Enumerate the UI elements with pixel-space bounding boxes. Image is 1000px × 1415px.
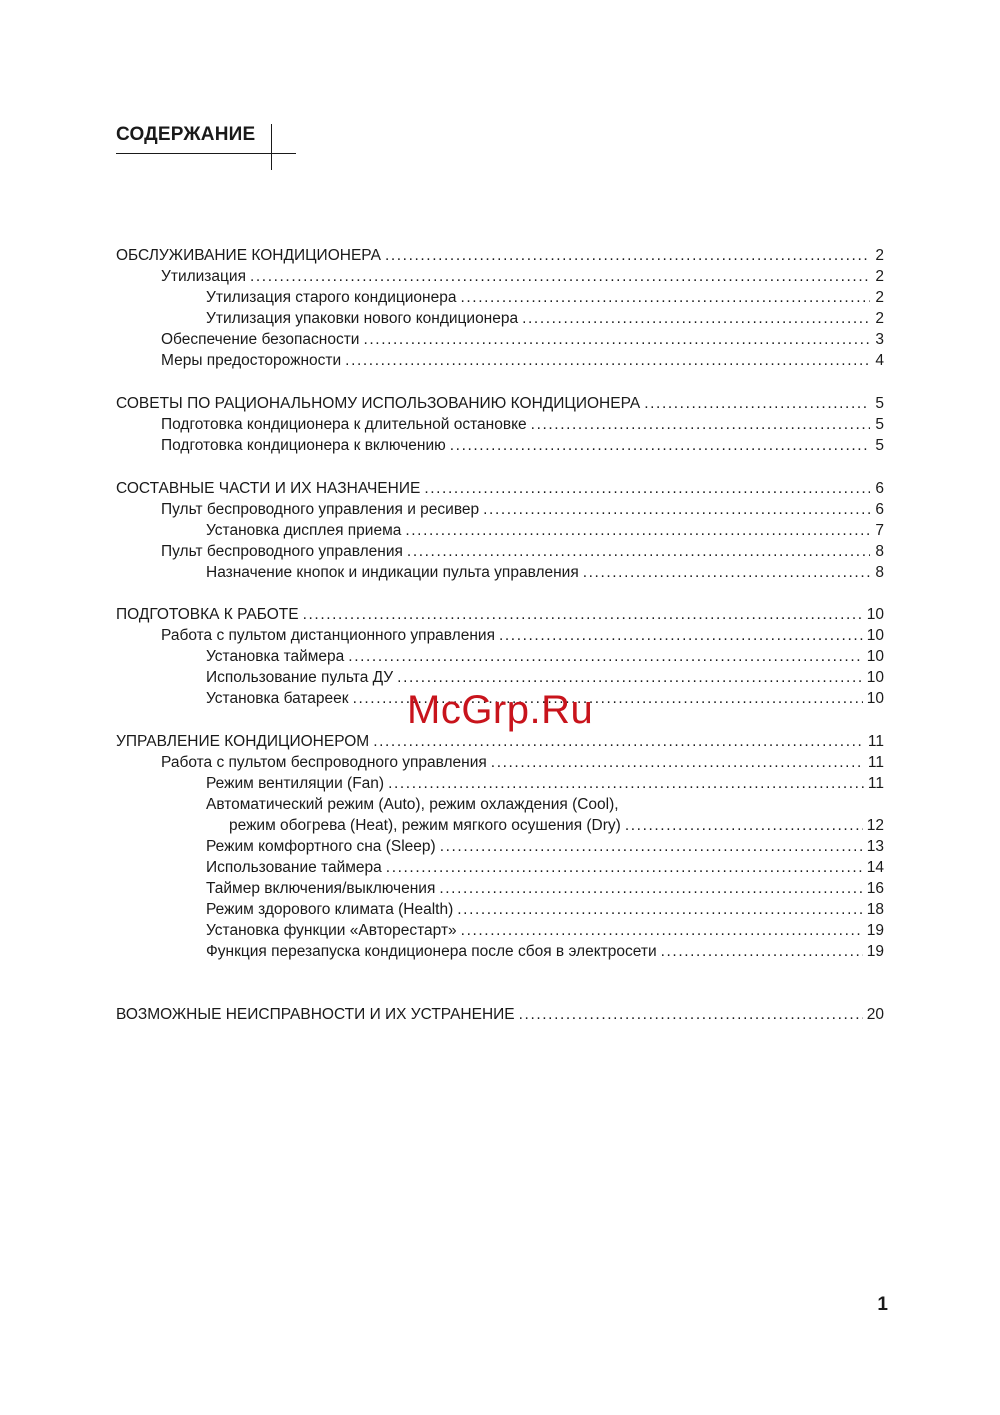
toc-entry[interactable] — [116, 1005, 884, 1025]
toc-entry-title: Таймер включения/выключения — [206, 880, 436, 897]
toc-entry-title: Утилизация — [161, 268, 246, 285]
toc-entry-page: 14 — [866, 859, 884, 876]
toc-entry[interactable] — [206, 288, 884, 308]
toc-entry-page: 10 — [866, 648, 884, 665]
toc-entry-page: 10 — [866, 606, 884, 623]
toc-entry[interactable] — [116, 732, 884, 752]
toc-entry-title: Работа с пультом беспроводного управления — [161, 754, 487, 771]
toc-entry-title: Установка таймера — [206, 648, 345, 665]
toc-entry-page: 7 — [875, 522, 884, 539]
toc-entry[interactable] — [206, 795, 884, 815]
toc-entry[interactable] — [206, 647, 884, 667]
toc-dot-leader — [644, 394, 870, 414]
toc-dot-leader — [345, 351, 870, 371]
toc-entry-page: 10 — [866, 690, 884, 707]
toc-entry[interactable] — [161, 626, 884, 646]
toc-entry[interactable] — [161, 351, 884, 371]
toc-entry-page: 12 — [866, 817, 884, 834]
toc-entry[interactable] — [206, 921, 884, 941]
toc-dot-leader — [348, 647, 862, 667]
toc-entry[interactable] — [161, 415, 884, 435]
toc-entry-title: Использование таймера — [206, 859, 382, 876]
heading-horizontal-rule — [116, 153, 296, 154]
toc-dot-leader — [405, 521, 870, 541]
page-title: СОДЕРЖАНИЕ — [116, 124, 256, 145]
toc-dot-leader — [499, 626, 863, 646]
toc-entry[interactable] — [161, 267, 884, 287]
toc-entry-title: Установка дисплея приема — [206, 522, 402, 539]
toc-dot-leader — [385, 246, 870, 266]
toc-entry-page: 11 — [867, 775, 884, 792]
toc-entry-title: СОСТАВНЫЕ ЧАСТИ И ИХ НАЗНАЧЕНИЕ — [116, 480, 421, 497]
toc-entry-title: Функция перезапуска кондиционера после сбоя в электросети — [206, 943, 657, 960]
toc-dot-leader — [483, 500, 870, 520]
toc-entry[interactable] — [161, 542, 884, 562]
toc-dot-leader — [531, 415, 870, 435]
toc-entry-title: Назначение кнопок и индикации пульта управления — [206, 564, 579, 581]
toc-entry-title: Утилизация упаковки нового кондиционера — [206, 310, 519, 327]
toc-entry[interactable] — [161, 753, 884, 773]
toc-entry-page: 18 — [866, 901, 884, 918]
toc-entry-title: Автоматический режим (Auto), режим охлаждения (Cool), — [206, 796, 619, 813]
toc-entry-page: 20 — [866, 1006, 884, 1023]
toc-entry[interactable] — [206, 900, 884, 920]
toc-entry-title: ВОЗМОЖНЫЕ НЕИСПРАВНОСТИ И ИХ УСТРАНЕНИЕ — [116, 1006, 515, 1023]
toc-entry-title: Режим здорового климата (Health) — [206, 901, 454, 918]
toc-entry-page: 2 — [875, 289, 884, 306]
toc-entry-page: 6 — [875, 480, 884, 497]
toc-entry-title: Меры предосторожности — [161, 352, 342, 369]
toc-entry-page: 10 — [866, 627, 884, 644]
toc-entry-title: Установка батареек — [206, 690, 349, 707]
toc-dot-leader — [397, 668, 863, 688]
toc-entry-title: режим обогрева (Heat), режим мягкого осушения (Dry) — [229, 817, 621, 834]
toc-entry[interactable] — [206, 521, 884, 541]
toc-entry-page: 11 — [867, 754, 884, 771]
toc-entry[interactable] — [206, 774, 884, 794]
toc-entry-title: Подготовка кондиционера к включению — [161, 437, 446, 454]
toc-entry-page: 8 — [875, 543, 884, 560]
toc-entry[interactable] — [116, 246, 884, 266]
toc-entry-title: Пульт беспроводного управления — [161, 543, 403, 560]
toc-dot-leader — [519, 1005, 863, 1025]
toc-dot-leader — [250, 267, 870, 287]
toc-entry-title: Утилизация старого кондиционера — [206, 289, 457, 306]
toc-entry[interactable] — [116, 394, 884, 414]
toc-entry[interactable] — [206, 309, 884, 329]
toc-entry-title: Обеспечение безопасности — [161, 331, 360, 348]
toc-entry-page: 5 — [875, 416, 884, 433]
toc-dot-leader — [363, 330, 870, 350]
toc-dot-leader — [440, 837, 863, 857]
toc-dot-leader — [522, 309, 870, 329]
toc-entry-title: Пульт беспроводного управления и ресивер — [161, 501, 480, 518]
toc-entry-title: Режим вентиляции (Fan) — [206, 775, 385, 792]
heading-vertical-rule — [271, 124, 272, 170]
toc-entry[interactable] — [161, 330, 884, 350]
toc-entry[interactable] — [206, 942, 884, 962]
toc-entry-title: Использование пульта ДУ — [206, 669, 394, 686]
toc-entry[interactable] — [206, 837, 884, 857]
toc-dot-leader — [460, 288, 870, 308]
page-number: 1 — [877, 1294, 888, 1315]
toc-entry-page: 2 — [875, 310, 884, 327]
toc-dot-leader — [388, 774, 864, 794]
toc-entry[interactable] — [116, 605, 884, 625]
toc-entry-page: 2 — [875, 268, 884, 285]
toc-entry-page: 4 — [875, 352, 884, 369]
toc-entry-page: 19 — [866, 943, 884, 960]
toc-dot-leader — [625, 816, 863, 836]
toc-entry-page: 3 — [875, 331, 884, 348]
toc-entry-page: 11 — [867, 733, 884, 750]
toc-dot-leader — [373, 732, 864, 752]
toc-dot-leader — [303, 605, 863, 625]
toc-entry[interactable] — [161, 500, 884, 520]
toc-dot-leader — [491, 753, 864, 773]
toc-entry-title: Работа с пультом дистанционного управления — [161, 627, 495, 644]
toc-entry-page: 6 — [875, 501, 884, 518]
toc-entry-page: 10 — [866, 669, 884, 686]
toc-entry[interactable] — [206, 858, 884, 878]
toc-entry-page: 8 — [875, 564, 884, 581]
toc-entry-title: ПОДГОТОВКА К РАБОТЕ — [116, 606, 299, 623]
toc-entry-title: ОБСЛУЖИВАНИЕ КОНДИЦИОНЕРА — [116, 247, 381, 264]
toc-entry[interactable] — [116, 479, 884, 499]
toc-entry[interactable] — [206, 668, 884, 688]
toc-entry-title: УПРАВЛЕНИЕ КОНДИЦИОНЕРОМ — [116, 733, 370, 750]
toc-dot-leader — [661, 942, 863, 962]
toc-entry[interactable] — [206, 563, 884, 583]
toc-entry-page: 13 — [866, 838, 884, 855]
toc-dot-leader — [461, 921, 863, 941]
toc-entry[interactable] — [161, 436, 884, 456]
toc-dot-leader — [457, 900, 862, 920]
toc-entry-title: Режим комфортного сна (Sleep) — [206, 838, 436, 855]
toc-entry-title: Подготовка кондиционера к длительной остановке — [161, 416, 527, 433]
toc-entry-page: 5 — [875, 437, 884, 454]
toc-dot-leader — [386, 858, 863, 878]
toc-dot-leader — [407, 542, 870, 562]
toc-dot-leader — [450, 436, 870, 456]
toc-dot-leader — [583, 563, 870, 583]
toc-entry-page: 5 — [875, 395, 884, 412]
watermark: McGrp.Ru — [407, 688, 594, 732]
toc-dot-leader — [439, 879, 862, 899]
toc-dot-leader — [424, 479, 870, 499]
toc-entry-title: СОВЕТЫ ПО РАЦИОНАЛЬНОМУ ИСПОЛЬЗОВАНИЮ КОНДИЦИОНЕРА — [116, 395, 641, 412]
toc-entry-page: 2 — [875, 247, 884, 264]
toc-entry-page: 16 — [866, 880, 884, 897]
toc-entry[interactable] — [206, 879, 884, 899]
toc-entry[interactable] — [229, 816, 884, 836]
toc-entry-title: Установка функции «Авторестарт» — [206, 922, 457, 939]
toc-entry-page: 19 — [866, 922, 884, 939]
